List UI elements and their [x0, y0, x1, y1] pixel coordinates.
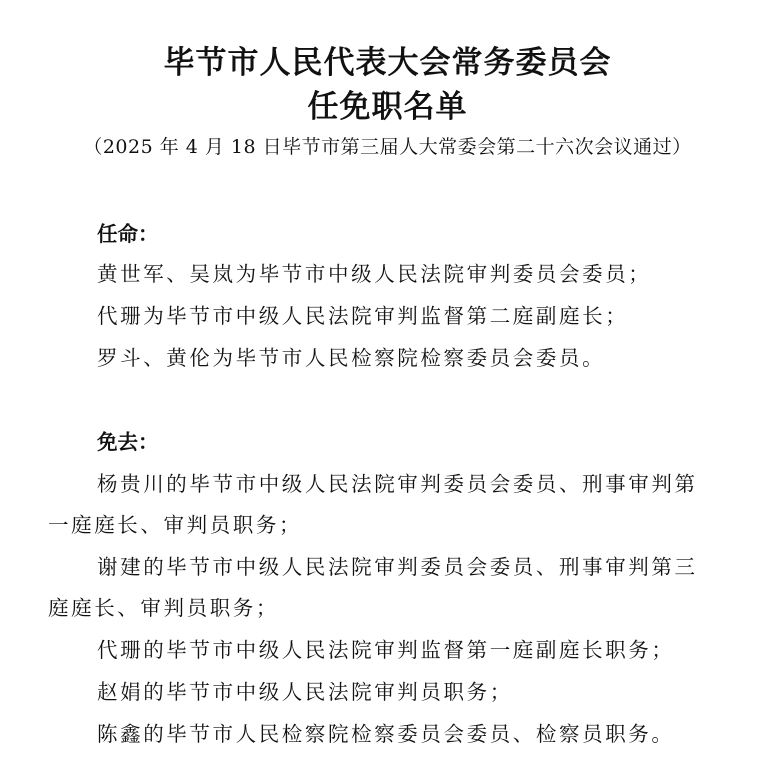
- document-title-line-2: 任免职名单: [307, 89, 468, 125]
- appoint-heading: 任命：: [97, 222, 159, 246]
- remove-item-4: 赵娟的毕节市中级人民法院审判员职务；: [97, 680, 513, 704]
- remove-item-2-line-2: 庭庭长、审判员职务；: [48, 596, 279, 620]
- remove-heading: 免去：: [97, 430, 159, 454]
- document-subtitle: （2025 年 4 月 18 日毕节市第三届人大常委会第二十六次会议通过）: [83, 136, 692, 158]
- appoint-item-3: 罗斗、黄伦为毕节市人民检察院检察委员会委员。: [97, 346, 606, 370]
- remove-item-2-line-1: 谢建的毕节市中级人民法院审判委员会委员、刑事审判第三: [97, 555, 698, 579]
- remove-item-1-line-2: 一庭庭长、审判员职务；: [48, 513, 303, 537]
- remove-item-5: 陈鑫的毕节市人民检察院检察委员会委员、检察员职务。: [97, 722, 675, 746]
- appoint-item-1: 黄世军、吴岚为毕节市中级人民法院审判委员会委员；: [97, 262, 652, 286]
- remove-item-1-line-1: 杨贵川的毕节市中级人民法院审判委员会委员、刑事审判第: [97, 472, 698, 496]
- remove-item-3: 代珊的毕节市中级人民法院审判监督第一庭副庭长职务；: [97, 638, 675, 662]
- appoint-item-2: 代珊为毕节市中级人民法院审判监督第二庭副庭长；: [97, 304, 629, 328]
- document-title-line-1: 毕节市人民代表大会常务委员会: [163, 45, 612, 81]
